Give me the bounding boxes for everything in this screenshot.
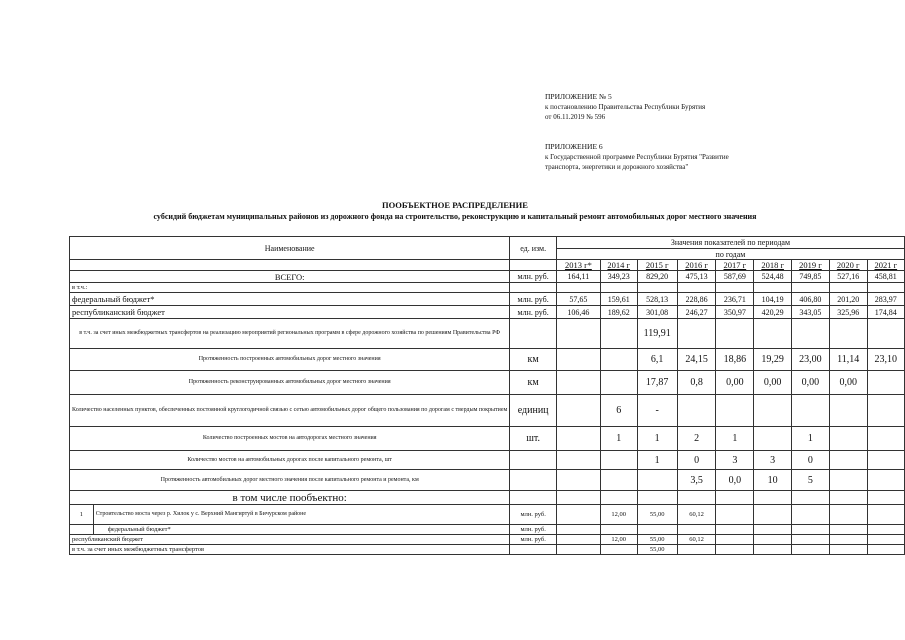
value-cell: 104,19 [754,293,792,306]
value-cell: 189,62 [600,306,637,319]
value-cell [829,525,867,535]
row-unit: млн. руб. [510,293,557,306]
attachment-6-line2: транспорта, энергетики и дорожного хозяйства" [545,163,689,171]
table-row-built-length [70,349,905,371]
value-cell: 228,86 [677,293,716,306]
value-cell [716,545,754,555]
value-cell [556,349,600,371]
value-cell: 527,16 [829,271,867,283]
table-row-federal [70,293,905,306]
value-cell: 19,29 [754,349,792,371]
table-row-republic [70,306,905,319]
value-cell [792,525,830,535]
value-cell [556,505,600,525]
value-cell: 5 [792,470,830,491]
row-unit: млн. руб. [510,535,557,545]
row-label: Протяженность автомобильных дорог местного значения после капитального ремонта и ремонта, км [70,470,510,491]
value-cell: 201,20 [829,293,867,306]
value-cell [754,545,792,555]
row-label: в т.ч.: [70,283,510,293]
value-cell [600,525,637,535]
value-cell [600,451,637,470]
value-cell: 1 [792,427,830,451]
value-cell: 0 [792,451,830,470]
row-label: Количество мостов на автомобильных дорогах после капитального ремонта, шт [70,451,510,470]
value-cell: 0,00 [716,371,754,395]
table-row-recon-length [70,371,905,395]
value-cell: 159,61 [600,293,637,306]
row-label: Протяженность реконструированных автомобильных дорог местного значения [70,371,510,395]
row-unit: км [510,349,557,371]
value-cell [829,470,867,491]
value-cell: 343,05 [792,306,830,319]
value-cell: 1 [637,451,677,470]
table-row-repair-length [70,470,905,491]
row-label: Количество населенных пунктов, обеспеченных постоянной круглогодичной связью с сетью автомобильных дорог общего пользования по дорогам с твердым покрытием [70,395,510,427]
value-cell: 587,69 [716,271,754,283]
value-cell: 325,96 [829,306,867,319]
value-cell: 18,86 [716,349,754,371]
table-row-total [70,271,905,283]
attachment-5-line1: к постановлению Правительства Республики Бурятия [545,103,706,111]
table-row-object-1-interbudget [70,545,905,555]
header-values: Значения показателей по периодам [556,237,904,249]
row-label: республиканский бюджет [70,306,510,319]
value-cell [556,525,600,535]
value-cell [829,535,867,545]
year-cell: 2017 г [716,260,754,271]
value-cell: 174,84 [867,306,904,319]
value-cell [867,470,904,491]
value-cell: 55,00 [637,545,677,555]
row-unit: шт. [510,427,557,451]
value-cell: 6,1 [637,349,677,371]
row-label: в том числе пообъектно: [70,491,510,505]
value-cell [556,395,600,427]
value-cell [829,427,867,451]
value-cell [716,525,754,535]
year-cell: 2015 г [637,260,677,271]
header-row-1 [70,237,905,249]
attachment-6-heading: ПРИЛОЖЕНИЕ 6 [545,142,603,151]
table-row-settlements [70,395,905,427]
value-cell: 2 [677,427,716,451]
value-cell: 0,0 [716,470,754,491]
value-cell [867,545,904,555]
value-cell [867,505,904,525]
value-cell: 17,87 [637,371,677,395]
value-cell: 10 [754,470,792,491]
value-cell [556,535,600,545]
value-cell: 3 [754,451,792,470]
value-cell: 12,00 [600,535,637,545]
header-years-row [70,260,905,271]
row-unit: млн. руб. [510,505,557,525]
row-label: Протяженность построенных автомобильных дорог местного значения [70,349,510,371]
value-cell [867,535,904,545]
value-cell: 1 [637,427,677,451]
value-cell [716,535,754,545]
value-cell [677,525,716,535]
year-cell: 2020 г [829,260,867,271]
value-cell [716,505,754,525]
value-cell [600,545,637,555]
value-cell [556,545,600,555]
value-cell: 60,12 [677,505,716,525]
value-cell: 283,97 [867,293,904,306]
object-number: 1 [70,505,94,525]
row-label: ВСЕГО: [70,271,510,283]
value-cell: 23,10 [867,349,904,371]
value-cell [867,395,904,427]
row-unit: млн. руб. [510,525,557,535]
value-cell [754,535,792,545]
value-cell [754,505,792,525]
value-cell: 0,8 [677,371,716,395]
value-cell [792,395,830,427]
value-cell: 0 [677,451,716,470]
value-cell: 524,48 [754,271,792,283]
row-label: в т.ч. за счет иных межбюджетных трансфертов на реализацию мероприятий региональных программ в сфере дорожного хозяйства по решениям Правительства РФ [70,319,510,349]
attachment-5-block [545,92,835,122]
row-unit: млн. руб. [510,271,557,283]
document-title: ПООБЪЕКТНОЕ РАСПРЕДЕЛЕНИЕ [382,200,528,210]
value-cell [792,505,830,525]
year-cell: 2016 г [677,260,716,271]
value-cell [867,371,904,395]
table-row-interbudget [70,319,905,349]
value-cell: 0,00 [829,371,867,395]
value-cell: 164,11 [556,271,600,283]
value-cell [792,535,830,545]
value-cell [792,545,830,555]
value-cell: 236,71 [716,293,754,306]
year-cell: 2014 г [600,260,637,271]
value-cell: 420,29 [754,306,792,319]
value-cell: 57,65 [556,293,600,306]
value-cell: 11,14 [829,349,867,371]
value-cell [600,470,637,491]
table-row-bridges-repair [70,451,905,470]
value-cell [677,545,716,555]
attachment-5-line2: от 06.11.2019 № 596 [545,113,606,121]
value-cell: 1 [716,427,754,451]
value-cell: 829,20 [637,271,677,283]
table-row-object-1 [70,505,905,525]
row-unit: единиц [510,395,557,427]
value-cell [600,371,637,395]
value-cell: 12,00 [600,505,637,525]
table-row-object-1-federal [70,525,905,535]
value-cell [754,525,792,535]
table-row-per-object [70,491,905,505]
value-cell: 6 [600,395,637,427]
value-cell: 1 [600,427,637,451]
row-unit: млн. руб. [510,306,557,319]
value-cell [637,525,677,535]
table-row-object-1-republic [70,535,905,545]
row-label: федеральный бюджет* [93,525,510,535]
value-cell [754,427,792,451]
value-cell: 0,00 [754,371,792,395]
value-cell [637,470,677,491]
value-cell: 350,97 [716,306,754,319]
value-cell: 3 [716,451,754,470]
value-cell [829,451,867,470]
value-cell: 55,00 [637,535,677,545]
attachment-5-heading: ПРИЛОЖЕНИЕ № 5 [545,92,612,101]
value-cell: 3,5 [677,470,716,491]
year-cell: 2021 г [867,260,904,271]
value-cell [600,349,637,371]
row-unit: км [510,371,557,395]
year-cell: 2018 г [754,260,792,271]
table-row-incl [70,283,905,293]
attachment-6-line1: к Государственной программе Республики Бурятия "Развитие [545,153,729,161]
value-cell: 406,80 [792,293,830,306]
value-cell: 106,46 [556,306,600,319]
table-row-bridges [70,427,905,451]
row-label: Количество построенных мостов на автодорогах местного значения [70,427,510,451]
value-cell [677,395,716,427]
value-cell: 528,13 [637,293,677,306]
value-cell [556,451,600,470]
value-cell: 0,00 [792,371,830,395]
value-cell [716,395,754,427]
year-cell: 2013 г* [556,260,600,271]
distribution-table [69,236,905,555]
value-cell: 458,81 [867,271,904,283]
value-cell [829,545,867,555]
value-cell: 60,12 [677,535,716,545]
value-cell [867,427,904,451]
value-cell: 23,00 [792,349,830,371]
value-cell [829,395,867,427]
value-cell: - [637,395,677,427]
value-cell [556,371,600,395]
value-cell: 55,00 [637,505,677,525]
value-cell: 475,13 [677,271,716,283]
value-cell [867,525,904,535]
value-cell: 749,85 [792,271,830,283]
row-label: в т.ч. за счет иных межбюджетных трансфертов [70,545,510,555]
value-cell [829,505,867,525]
value-cell: 301,08 [637,306,677,319]
header-unit: ед. изм. [510,237,557,260]
value-cell [867,451,904,470]
value-cell: 24,15 [677,349,716,371]
header-by-years: по годам [556,249,904,260]
value-cell: 119,91 [637,319,677,349]
document-subtitle: субсидий бюджетам муниципальных районов из дорожного фонда на строительство, реконструкцию и капитальный ремонт автомобильных дорог местного значения [153,212,757,221]
row-label: Строительство моста через р. Хилок у с. Верхний Мангиртуй в Бичурском районе [93,505,510,525]
value-cell [754,395,792,427]
year-cell: 2019 г [792,260,830,271]
value-cell [556,427,600,451]
attachment-6-block [545,142,835,172]
row-label: республиканский бюджет [70,535,510,545]
row-label: федеральный бюджет* [70,293,510,306]
value-cell [556,470,600,491]
header-name: Наименование [70,237,510,260]
value-cell: 349,23 [600,271,637,283]
value-cell: 246,27 [677,306,716,319]
